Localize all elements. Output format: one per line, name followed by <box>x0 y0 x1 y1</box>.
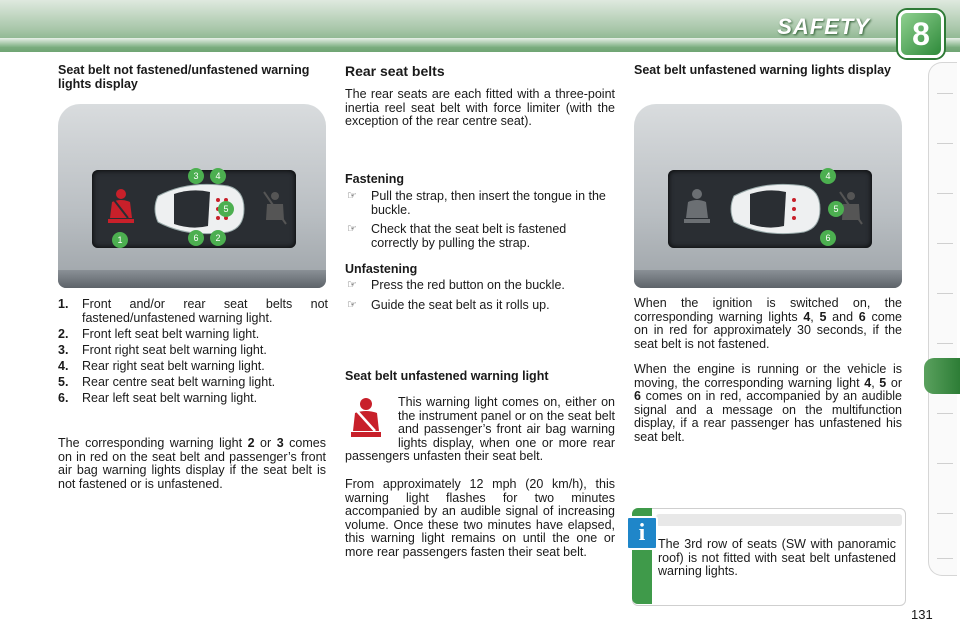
left-paragraph: The corresponding warning light 2 or 3 comes on in red on the seat belt and passenger’s front air bag warning lights display if the seat belt is not fastened or is unfastened. <box>58 436 326 491</box>
figure-marker: 5 <box>828 201 844 217</box>
list-item: ☞ Check that the seat belt is fastened correctly by pulling the strap. <box>347 222 567 250</box>
right-heading: Seat belt unfastened warning lights display <box>634 63 891 77</box>
list-item: 6. Rear left seat belt warning light. <box>58 391 258 405</box>
figure-marker: 5 <box>218 201 234 217</box>
figure-marker: 4 <box>820 168 836 184</box>
warning-display-panel <box>92 170 296 248</box>
left-heading: Seat belt not fastened/unfastened warning lights display <box>58 63 310 91</box>
list-item: 3. Front right seat belt warning light. <box>58 343 267 357</box>
warning-lights-list <box>58 297 328 407</box>
info-text: The 3rd row of seats (SW with panoramic roof) is not fitted with seat belt unfastened warning lights. <box>658 537 896 579</box>
pointing-hand-icon: ☞ <box>347 223 357 236</box>
figure-marker: 6 <box>820 230 836 246</box>
list-item: ☞ Pull the strap, then insert the tongue in the buckle. <box>347 189 606 217</box>
dashboard-trim <box>58 270 326 288</box>
info-box-header <box>656 514 902 526</box>
list-item: 5. Rear centre seat belt warning light. <box>58 375 276 389</box>
warning-light-description: This warning light comes on, either on the instrument panel or on the seat belt and passenger’s front air bag warning lights display, when one or more rear passengers unfasten their seat belt. <box>345 395 615 464</box>
fastening-list <box>345 190 615 256</box>
warning-light-description-2: From approximately 12 mph (20 km/h), this warning light flashes for two minutes accompanied by an audible signal of increasing volume. Once these two minutes have elapsed, this warning light remains on until the one or more rear passengers fasten their seat belt. <box>345 477 615 559</box>
right-paragraph-1: When the ignition is switched on, the corresponding warning lights 4, 5 and 6 come on in red for approximately 30 seconds, if the seat belt is not fastened. <box>634 296 903 351</box>
dashboard-figure-left <box>58 104 326 288</box>
unfastening-list <box>345 279 615 318</box>
chapter-tab-active[interactable] <box>924 358 960 394</box>
dashboard-trim <box>634 270 902 288</box>
unfastening-title: Unfastening <box>345 262 418 276</box>
list-item: ☞ Guide the seat belt as it rolls up. <box>347 297 550 312</box>
pointing-hand-icon: ☞ <box>347 279 357 291</box>
list-item: 2. Front left seat belt warning light. <box>58 327 260 341</box>
figure-marker: 2 <box>210 230 226 246</box>
chapter-badge: 8 <box>898 10 944 58</box>
page-title: SAFETY <box>777 14 870 39</box>
rear-seat-belts-title: Rear seat belts <box>345 63 445 79</box>
figure-marker: 4 <box>210 168 226 184</box>
info-icon: i <box>626 516 658 550</box>
right-paragraph-2: When the engine is running or the vehicle is moving, the corresponding warning light 4, 5 or 6 comes on in red, accompanied by an audible signal and a message on the multifunction display, if a rear passenger has unfastened his seat belt. <box>634 362 902 444</box>
figure-marker: 1 <box>112 232 128 248</box>
figure-marker: 3 <box>188 168 204 184</box>
list-item: 4. Rear right seat belt warning light. <box>58 359 265 373</box>
seatbelt-warning-icon <box>106 188 136 228</box>
page-number: 131 <box>911 607 933 622</box>
warning-display-panel <box>668 170 872 248</box>
car-topview-icon <box>724 178 824 240</box>
seatbelt-warning-icon <box>682 188 712 228</box>
chapter-tabs <box>928 62 957 576</box>
pointing-hand-icon: ☞ <box>347 298 357 311</box>
dashboard-figure-right <box>634 104 902 288</box>
figure-marker: 6 <box>188 230 204 246</box>
fastening-title: Fastening <box>345 172 405 186</box>
airbag-off-icon <box>262 190 288 226</box>
warning-light-title: Seat belt unfastened warning light <box>345 369 549 383</box>
list-item: ☞ Press the red button on the buckle. <box>347 278 565 292</box>
rear-seat-belts-intro: The rear seats are each fitted with a three-point inertia reel seat belt with force limiter (with the exception of the rear centre seat). <box>345 87 615 129</box>
pointing-hand-icon: ☞ <box>347 190 357 202</box>
list-item: 1. Front and/or rear seat belts not fastened/unfastened warning light. <box>58 297 328 325</box>
